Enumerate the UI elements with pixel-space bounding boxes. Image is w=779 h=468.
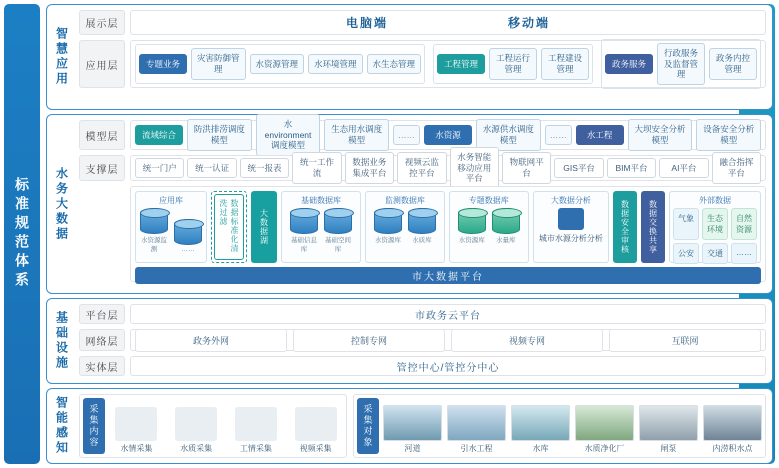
- section-infrastructure-body: [77, 299, 772, 383]
- support-item-command[interactable]: 融合指挥平台: [712, 152, 761, 183]
- chart-icon: [558, 208, 584, 230]
- base-db-card: [281, 191, 361, 263]
- app-item-admin-service[interactable]: 行政服务及监督管理: [657, 43, 705, 85]
- section-sensing: [46, 388, 773, 464]
- external-cell-traffic[interactable]: 交通: [702, 243, 728, 264]
- sense-item-work-condition[interactable]: [229, 398, 284, 454]
- support-item-portal[interactable]: 统一门户: [135, 158, 184, 179]
- database-icon: [324, 208, 352, 234]
- db-cylinder-label: ……: [181, 246, 195, 253]
- external-cell-resources[interactable]: 自然资源: [731, 208, 757, 240]
- base-db-caption: 基础数据库: [300, 196, 341, 205]
- external-cell-ecology[interactable]: 生态环境: [702, 208, 728, 240]
- sense-object-reservoir[interactable]: [511, 398, 570, 454]
- model-group-basin-head[interactable]: 流域综合: [135, 125, 183, 146]
- section-sensing-body: [77, 389, 772, 463]
- database-icon: [458, 208, 486, 234]
- support-item-auth[interactable]: 统一认证: [187, 158, 236, 179]
- support-row-body: [130, 152, 766, 184]
- support-row-label: 支撑层: [79, 155, 125, 181]
- display-item-mobile[interactable]: 移动端: [508, 16, 551, 30]
- analysis-card: [533, 191, 609, 263]
- model-item-equip-safety[interactable]: 设备安全分析模型: [696, 119, 761, 150]
- db-cylinder[interactable]: [323, 208, 353, 253]
- model-item-water-env[interactable]: 水environment调度模型: [256, 114, 321, 156]
- monitor-db-caption: 监测数据库: [384, 196, 425, 205]
- sensor-device-icon: [235, 407, 277, 441]
- sense-object-treatment-plant[interactable]: [575, 398, 634, 454]
- data-area: [130, 186, 766, 282]
- application-row: [79, 40, 766, 88]
- sense-item-label: 工情采集: [239, 444, 272, 453]
- database-icon: [408, 208, 436, 234]
- sense-group-content-tag[interactable]: 采集内容: [83, 398, 105, 454]
- support-item-mobile[interactable]: 水务智能移动应用平台: [450, 147, 499, 189]
- display-row: [79, 10, 766, 35]
- db-cylinder-label: 基础空间库: [324, 237, 351, 253]
- model-group-project-head[interactable]: 水工程: [576, 125, 624, 146]
- app-item-water-resource[interactable]: 水资源管理: [250, 54, 305, 75]
- support-item-report[interactable]: 统一报表: [240, 158, 289, 179]
- etl-box: [211, 191, 247, 263]
- entity-layer-item[interactable]: 管控中心/管控分中心: [396, 362, 500, 374]
- sense-group-object: [353, 394, 766, 458]
- app-group-government: [601, 39, 761, 89]
- sense-group-object-items: [383, 398, 762, 454]
- sense-object-label: 内涝积水点: [712, 444, 753, 453]
- model-group-resource-head[interactable]: 水资源: [424, 125, 472, 146]
- model-item-more-1[interactable]: ……: [393, 125, 420, 146]
- data-exchange-label[interactable]: 数据交换共享: [641, 191, 665, 263]
- support-item-data-integration[interactable]: 数据业务集成平台: [345, 152, 394, 183]
- city-bigdata-platform-bar[interactable]: 市大数据平台: [135, 267, 761, 284]
- sense-object-diversion[interactable]: [447, 398, 506, 454]
- support-item-ai[interactable]: AI平台: [659, 158, 708, 179]
- section-application-label: 智慧应用: [54, 27, 69, 87]
- network-item-control[interactable]: 控制专网: [293, 329, 445, 352]
- support-item-video-cloud[interactable]: 视频云监控平台: [397, 152, 446, 183]
- photo-thumb: [639, 405, 698, 441]
- external-data-caption: 外部数据: [699, 196, 732, 205]
- db-cylinder-label: 水资源库: [458, 237, 485, 244]
- db-cylinder[interactable]: [139, 208, 169, 253]
- sense-item-water-level[interactable]: [109, 398, 164, 454]
- network-layer-row: [79, 329, 766, 351]
- network-layer-body: [130, 329, 766, 351]
- section-infrastructure-label: 基础设施: [54, 311, 69, 371]
- database-icon: [492, 208, 520, 234]
- section-bigdata-label: 水务大数据: [54, 166, 69, 242]
- subject-db-caption: 专题数据库: [468, 196, 509, 205]
- section-bigdata-body: [77, 115, 772, 293]
- sense-group-content: [79, 394, 347, 458]
- app-group-engineering-head[interactable]: 工程管理: [437, 54, 485, 75]
- database-icon: [174, 219, 202, 245]
- db-cylinder[interactable]: [173, 219, 203, 253]
- model-row-body: [130, 120, 766, 150]
- left-banner: 标准规范体系: [4, 4, 40, 464]
- db-cylinder-label: 水资源监测: [141, 237, 167, 253]
- support-item-gis[interactable]: GIS平台: [554, 158, 603, 179]
- app-group-thematic: [135, 44, 425, 83]
- app-item-water-environment[interactable]: 水环境管理: [308, 54, 363, 75]
- section-sensing-label: 智能感知: [54, 396, 69, 456]
- sense-item-label: 视频采集: [299, 444, 332, 453]
- app-item-disaster[interactable]: 灾害防御管理: [191, 48, 246, 79]
- photo-thumb: [575, 405, 634, 441]
- db-cylinder-label: 水质库: [412, 237, 432, 244]
- external-cell-weather[interactable]: 气象: [673, 208, 699, 240]
- db-cylinder[interactable]: [457, 208, 487, 244]
- support-row: [79, 152, 766, 184]
- db-cylinder-label: 水资源库: [374, 237, 401, 244]
- section-bigdata: [46, 114, 773, 294]
- photo-thumb: [383, 405, 442, 441]
- app-item-water-ecology[interactable]: 水生态管理: [367, 54, 422, 75]
- analysis-item-label: 城市水源分析分析: [538, 234, 603, 243]
- entity-layer-body: [130, 356, 766, 376]
- sense-object-waterlogging-point[interactable]: [703, 398, 762, 454]
- database-icon: [374, 208, 402, 234]
- db-cylinder[interactable]: [373, 208, 403, 244]
- photo-thumb: [447, 405, 506, 441]
- platform-layer-item[interactable]: 市政务云平台: [415, 310, 481, 322]
- external-cell-more[interactable]: ……: [731, 243, 757, 264]
- db-cylinder[interactable]: [407, 208, 437, 244]
- sense-item-water-quality[interactable]: [169, 398, 224, 454]
- subject-db-card: [449, 191, 529, 263]
- sense-item-video[interactable]: [288, 398, 343, 454]
- database-icon: [290, 208, 318, 234]
- analysis-caption: 大数据分析: [550, 196, 591, 205]
- app-item-engineering-construction[interactable]: 工程建设管理: [541, 48, 589, 79]
- external-data-grid: [673, 208, 757, 264]
- model-item-dam-safety[interactable]: 大坝安全分析模型: [628, 119, 693, 150]
- sense-object-label: 水质净化厂: [584, 444, 625, 453]
- db-cylinder[interactable]: [289, 208, 319, 253]
- sense-group-content-items: [109, 398, 343, 454]
- external-cell-police[interactable]: 公安: [673, 243, 699, 264]
- external-data-box: [669, 191, 761, 263]
- application-row-body: [130, 40, 766, 88]
- app-library-caption: 应用库: [159, 196, 183, 205]
- sense-object-label: 水库: [532, 444, 549, 453]
- model-item-more-2[interactable]: ……: [545, 125, 572, 146]
- section-application-body: [77, 5, 772, 109]
- app-item-internal-control[interactable]: 政务内控管理: [709, 48, 757, 79]
- platform-layer-label: 平台层: [79, 304, 125, 324]
- platform-layer-row: [79, 304, 766, 324]
- database-icon: [140, 208, 168, 234]
- model-row: [79, 120, 766, 150]
- sensor-device-icon: [115, 407, 157, 441]
- app-item-engineering-operation[interactable]: 工程运行管理: [489, 48, 537, 79]
- sense-group-object-tag[interactable]: 采集对象: [357, 398, 379, 454]
- camera-icon: [295, 407, 337, 441]
- sense-object-gate-pump[interactable]: [639, 398, 698, 454]
- monitor-db-card: [365, 191, 445, 263]
- sense-object-river[interactable]: [383, 398, 442, 454]
- section-infrastructure: [46, 298, 773, 384]
- network-layer-label: 网络层: [79, 329, 125, 351]
- db-cylinder-label: 水量库: [496, 237, 516, 244]
- data-lake-label[interactable]: 大数据湖: [251, 191, 277, 263]
- network-item-gov[interactable]: 政务外网: [135, 329, 287, 352]
- app-library-card: [135, 191, 207, 263]
- entity-layer-row: [79, 356, 766, 376]
- data-audit-label[interactable]: 数据安全审核: [613, 191, 637, 263]
- application-row-label: 应用层: [79, 40, 125, 88]
- photo-thumb: [703, 405, 762, 441]
- db-cylinder-label: 基础信息库: [290, 237, 317, 253]
- support-item-iot[interactable]: 物联网平台: [502, 152, 551, 183]
- etl-label[interactable]: 数据标准化清洗过滤: [214, 194, 244, 260]
- diagram-content: [46, 4, 773, 464]
- display-item-pc[interactable]: 电脑端: [345, 16, 388, 30]
- model-item-supply[interactable]: 水源供水调度模型: [476, 119, 541, 150]
- display-row-body: [130, 10, 766, 35]
- entity-layer-label: 实体层: [79, 356, 125, 376]
- app-group-government-head[interactable]: 政务服务: [605, 54, 653, 75]
- support-item-workflow[interactable]: 统一工作流: [292, 152, 341, 183]
- app-group-thematic-head[interactable]: 专题业务: [139, 54, 187, 75]
- sense-item-label: 水情采集: [120, 444, 153, 453]
- platform-layer-body: [130, 304, 766, 324]
- section-application: [46, 4, 773, 110]
- data-flow: [135, 191, 761, 263]
- network-item-video[interactable]: 视频专网: [451, 329, 603, 352]
- app-group-engineering: [433, 44, 593, 83]
- model-row-label: 模型层: [79, 120, 125, 150]
- app-library-cylinders: [139, 208, 203, 253]
- photo-thumb: [511, 405, 570, 441]
- subject-db-cylinders: [457, 208, 521, 244]
- display-row-label: 展示层: [79, 10, 125, 35]
- monitor-db-cylinders: [373, 208, 437, 244]
- sensor-device-icon: [175, 407, 217, 441]
- support-item-bim[interactable]: BIM平台: [607, 158, 656, 179]
- model-item-flood[interactable]: 防洪排涝调度模型: [187, 119, 252, 150]
- model-item-eco-water[interactable]: 生态用水调度模型: [324, 119, 389, 150]
- sense-object-label: 引水工程: [460, 444, 493, 453]
- base-db-cylinders: [289, 208, 353, 253]
- sense-object-label: 河道: [404, 444, 421, 453]
- sense-object-label: 闸泵: [660, 444, 677, 453]
- db-cylinder[interactable]: [491, 208, 521, 244]
- network-item-internet[interactable]: 互联网: [609, 329, 761, 352]
- sense-item-label: 水质采集: [180, 444, 213, 453]
